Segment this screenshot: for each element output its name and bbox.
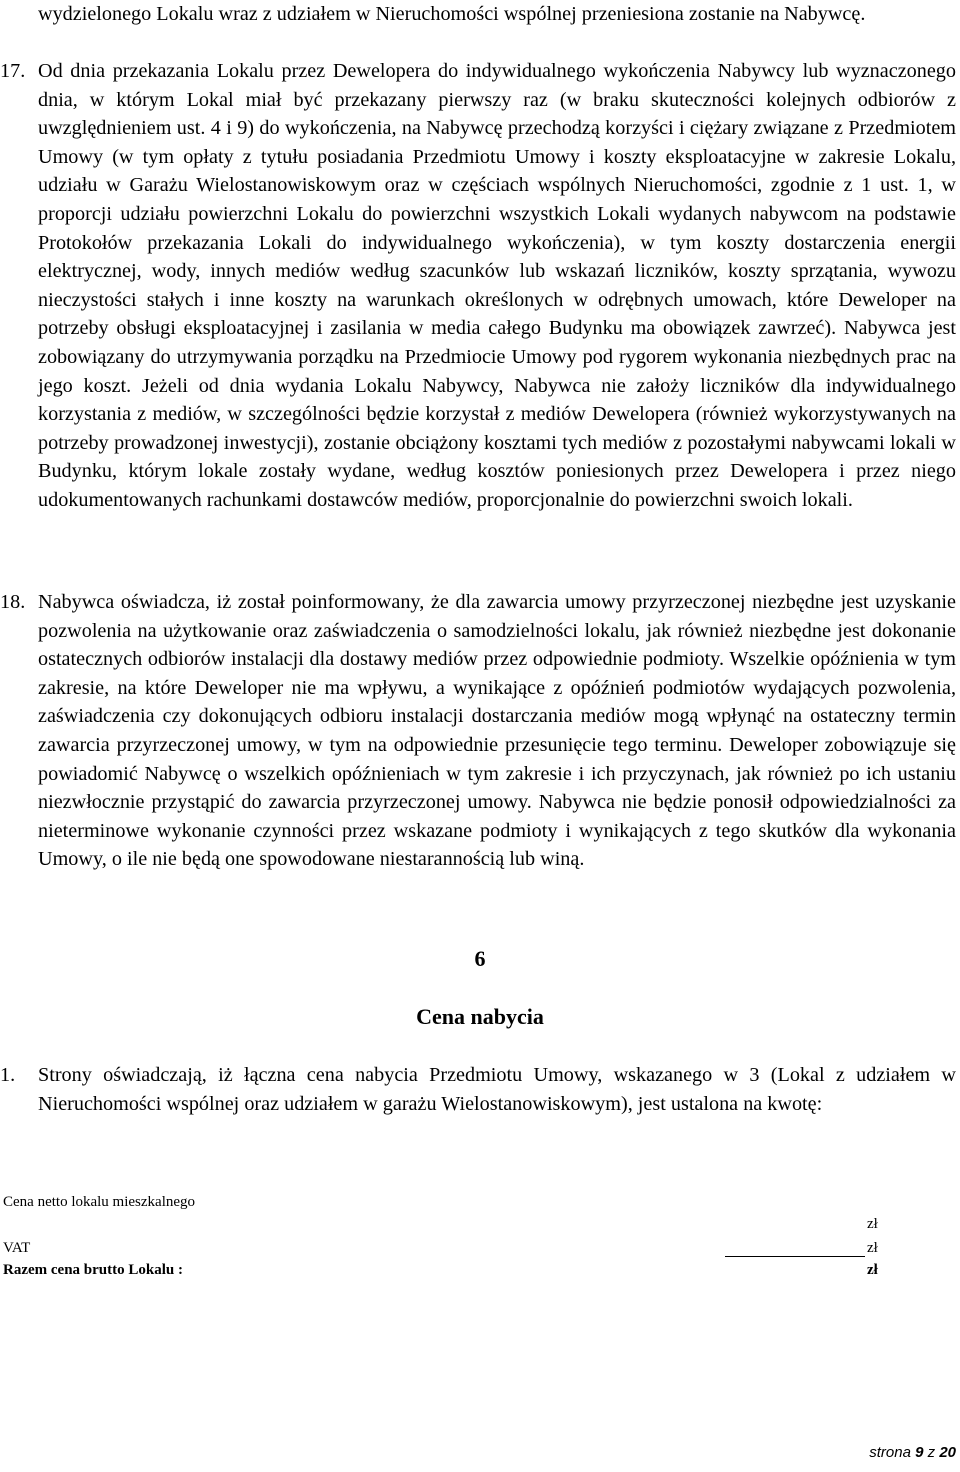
clause-17 [0, 57, 956, 515]
clause-text: Strony oświadczają, iż łączna cena nabycia Przedmiotu Umowy, wskazanego w 3 (Lokal z udziałem w Nieruchomości wspólnej oraz udziałem w garażu Wielostanowiskowym), jest ustalona na kwotę: [38, 1064, 956, 1115]
page-word: strona [869, 1444, 911, 1461]
clause-text: Od dnia przekazania Lokalu przez Dewelopera do indywidualnego wykończenia Nabywcy lub wyznaczonego dnia, w którym Lokal miał być przekazany pierwszy raz (w braku skuteczności kolejnych odbiorów z uwzględnieniem ust. 4 i 9) do wykończenia, na Nabywcę przechodzą korzyści i ciężary związane z Przedmiotem Umowy (w tym opłaty z tytułu posiadania Przedmiotu Umowy i koszty eksploatacyjne w zakresie Lokalu, udziału w Garażu Wielostanowiskowym oraz w częściach wspólnych Nieruchomości, zgodnie z 1 ust. 1, w proporcji udziału powierzchni Lokalu do powierzchni wszystkich Lokali wydanych nabywcom na podstawie Protokołów przekazania Lokali do indywidualnego wykończenia), w tym koszty dostarczenia energii elektrycznej, wody, innych mediów według szacunków lub wskazań liczników, koszty sprzątania, wywozu nieczystości stałych i inne koszty na warunkach określonych w odrębnych umowach, które Deweloper na potrzeby obsługi eksploatacyjnej i zasilania w media całego Budynku ma obowiązek zawrzeć). Nabywca jest zobowiązany do utrzymywania porządku na Przedmiocie Umowy pod rygorem wykonania niezbędnych prac na jego koszt. Jeżeli od dnia wydania Lokalu Nabywcy, Nabywca nie założy liczników dla indywidualnego korzystania z mediów, w szczególności będzie korzystał z mediów Dewelopera (również wykorzystywanych na potrzeby prowadzonej inwestycji), zostanie obciążony kosztami tych mediów z pozostałymi nabywcami lokali w Budynku, którym lokale zostały wydane, według kosztów poniesionych przez Dewelopera i przez niego udokumentowanych rachunkami dostawców mediów, proporcjonalnie do powierzchni swoich lokali. [38, 60, 956, 511]
section-title: Cena nabycia [416, 1004, 544, 1029]
section-number-text: 6 [474, 946, 486, 971]
clause-number: 18. [0, 591, 26, 613]
gross-price-unit: zł [867, 1262, 878, 1278]
vat-label: VAT [3, 1240, 31, 1256]
page-total: 20 [939, 1444, 956, 1461]
net-price-unit: zł [867, 1216, 878, 1232]
vat-row [3, 1240, 903, 1264]
price-clause [0, 1061, 956, 1118]
vat-unit: zł [867, 1240, 878, 1256]
page-of: z [927, 1444, 936, 1461]
gross-price-label: Razem cena brutto Lokalu : [3, 1262, 183, 1278]
net-price-unit-row [3, 1216, 903, 1240]
net-price-row [3, 1194, 903, 1218]
intro-continuation: wydzielonego Lokalu wraz z udziałem w Nieruchomości wspólnej przeniesiona zostanie na Nabywcę. [38, 3, 866, 25]
section-number [0, 946, 960, 972]
clause-number: 17. [0, 60, 26, 82]
page-current: 9 [915, 1444, 924, 1461]
clause-18 [0, 588, 956, 874]
clause-number: 1. [0, 1064, 16, 1086]
vat-amount-line [725, 1256, 865, 1257]
clause-text: Nabywca oświadcza, iż został poinformowany, że dla zawarcia umowy przyrzeczonej niezbędne jest uzyskanie pozwolenia na użytkowanie oraz zaświadczenia o samodzielności lokalu, jak również niezbędne jest dokonanie ostatecznych odbiorów instalacji dla dostawy mediów przez odpowiednie podmioty. Wszelkie opóźnienia w tym zakresie, na które Deweloper nie ma wpływu, a wynikające z opóźnień podmiotów wydających pozwolenia, zaświadczenia czy dokonujących odbioru instalacji dostarczania mediów mogą wpłynąć na ostateczny termin zawarcia przyrzeczonej umowy, w tym na odpowiednie przesunięcie tego terminu. Deweloper zobowiązuje się powiadomić Nabywcę o wszelkich opóźnieniach w tym zakresie i ich przyczynach, jak również po ich ustaniu niezwłocznie przystąpić do zawarcia przyrzeczonej umowy. Nabywca nie będzie ponosił odpowiedzialności za nieterminowe wykonanie czynności przez wskazane podmioty i wynikających z tego skutków dla wykonania Umowy, o ile nie będą one spowodowane niestarannością lub winą. [38, 591, 956, 871]
page-footer [869, 1444, 956, 1461]
gross-price-row [3, 1262, 903, 1286]
net-price-label: Cena netto lokalu mieszkalnego [3, 1194, 196, 1210]
